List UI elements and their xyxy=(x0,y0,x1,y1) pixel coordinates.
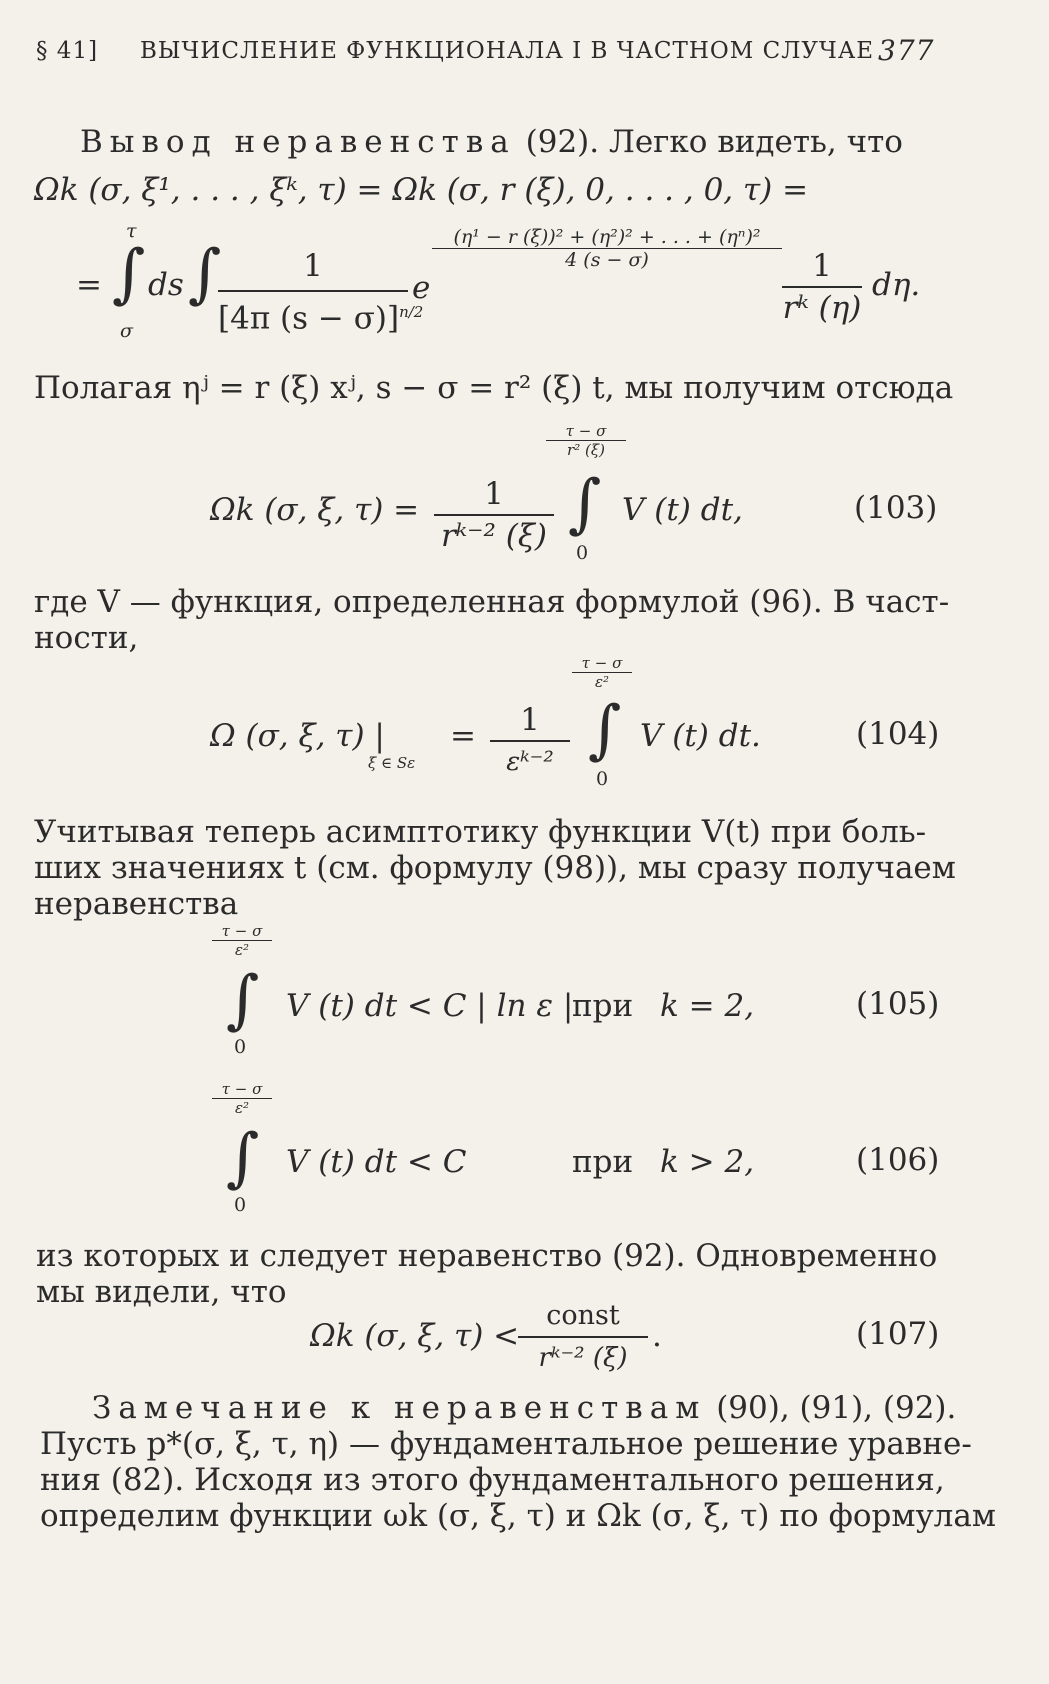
eq104-number: (104) xyxy=(856,716,940,752)
equation-105 xyxy=(210,922,990,1072)
eq107-period: . xyxy=(652,1318,662,1354)
fraction-2-denominator: rᵏ (η) xyxy=(782,286,862,328)
eq107-lhs: Ωk (σ, ξ, τ) < xyxy=(310,1318,520,1354)
eq107-denominator: rᵏ⁻² (ξ) xyxy=(518,1336,648,1378)
eq105-condition-word: при xyxy=(572,988,634,1024)
eq103-fraction xyxy=(434,474,554,556)
exponent-numerator: (η¹ − r (ξ))² + (η²)² + . . . + (ηⁿ)² xyxy=(453,226,761,248)
eq103-upper-limit: τ − σ r² (ξ) xyxy=(546,422,626,459)
paragraph-conclusion-2: мы видели, что xyxy=(36,1274,287,1310)
paragraph-asymptotic-1: Учитывая теперь асимптотику функции V(t) при боль- xyxy=(34,814,927,850)
eq104-lower-limit: 0 xyxy=(596,768,609,790)
eq105-lower-limit: 0 xyxy=(234,1036,247,1058)
eq103-lower-limit: 0 xyxy=(576,542,589,564)
exponential-e: e xyxy=(412,270,431,306)
remark-line-4: определим функции ωk (σ, ξ, τ) и Ωk (σ, ξ, τ) по формулам xyxy=(40,1498,996,1534)
eq104-fraction xyxy=(490,700,570,782)
remark-line-2: Пусть p*(σ, ξ, τ, η) — фундаментальное решение уравне- xyxy=(40,1426,972,1462)
eq103-integral-sign: ∫ xyxy=(568,467,602,541)
equation-107 xyxy=(310,1296,990,1376)
eq104-upper-limit: τ − σ ε² xyxy=(572,654,632,691)
remark-refs: (90), (91), (92). xyxy=(716,1390,957,1426)
paragraph-conclusion-1: из которых и следует неравенство (92). Одновременно xyxy=(36,1238,938,1274)
exponent-fraction xyxy=(432,226,782,271)
fraction-1 xyxy=(218,246,424,338)
integral-sign-2: ∫ xyxy=(188,237,222,311)
integral-sign: ∫ xyxy=(112,237,146,311)
paragraph-heading: Вывод неравенства xyxy=(80,124,516,160)
equation-103 xyxy=(210,422,990,572)
header-section: § 41] xyxy=(36,38,99,64)
eq107-fraction xyxy=(518,1296,648,1378)
eq105-upper-limit: τ − σ ε² xyxy=(212,922,272,959)
ds-differential: ds xyxy=(148,267,184,303)
eq104-numerator: 1 xyxy=(520,702,540,738)
remark-line-1 xyxy=(92,1388,956,1428)
equals-sign: = xyxy=(76,267,102,303)
equation-104 xyxy=(210,654,990,804)
eq104-lhs-subscript: ξ ∈ Sε xyxy=(368,754,416,772)
paragraph-asymptotic-2: ших значениях t (см. формулу (98)), мы сразу получаем xyxy=(34,850,956,886)
eq104-integral-sign: ∫ xyxy=(588,693,622,767)
eq107-numerator: const xyxy=(546,1300,620,1331)
remark-heading: Замечание к неравенствам xyxy=(92,1390,707,1426)
eq106-lower-limit: 0 xyxy=(234,1194,247,1216)
eq103-number: (103) xyxy=(854,490,938,526)
eq104-equals: = xyxy=(450,718,476,754)
paragraph-v-function-2: ности, xyxy=(34,620,139,656)
integral-upper-limit: τ xyxy=(126,220,137,242)
eq105-integrand: V (t) dt < C | ln ε | xyxy=(286,988,574,1024)
fraction-1-numerator: 1 xyxy=(303,248,323,284)
eq105-condition: k = 2, xyxy=(660,988,755,1024)
eq106-integral-sign: ∫ xyxy=(226,1121,260,1195)
eq103-lhs: Ωk (σ, ξ, τ) = xyxy=(210,492,420,528)
fraction-1-denominator: [4π (s − σ)]$^{n/2}$ xyxy=(218,290,408,338)
equation-omega-expansion: Ωk (σ, ξ¹, . . . , ξᵏ, τ) = Ωk (σ, r (ξ), 0, . . . , 0, τ) = xyxy=(34,172,809,208)
paragraph-text: (92). Легко видеть, что xyxy=(525,124,903,160)
eq107-number: (107) xyxy=(856,1316,940,1352)
eq106-upper-limit: τ − σ ε² xyxy=(212,1080,272,1117)
header-title: ВЫЧИСЛЕНИЕ ФУНКЦИОНАЛА I В ЧАСТНОМ СЛУЧАЕ xyxy=(140,38,875,64)
eq104-lhs: Ω (σ, ξ, τ) | xyxy=(210,718,385,754)
integral-lower-limit: σ xyxy=(120,320,133,342)
eq106-integrand: V (t) dt < C xyxy=(286,1144,467,1180)
paragraph-v-function-1: где V — функция, определенная формулой (96). В част- xyxy=(34,584,950,620)
paragraph-substitution: Полагая ηʲ = r (ξ) xʲ, s − σ = r² (ξ) t, мы получим отсюда xyxy=(34,370,954,406)
paragraph-asymptotic-3: неравенства xyxy=(34,886,239,922)
eq103-numerator: 1 xyxy=(484,476,504,512)
eq104-integrand: V (t) dt. xyxy=(640,718,761,754)
deta-differential: dη. xyxy=(872,267,921,303)
equation-integral xyxy=(76,220,956,350)
eq105-number: (105) xyxy=(856,986,940,1022)
eq104-denominator: εᵏ⁻² xyxy=(490,740,570,782)
eq103-denominator: rᵏ⁻² (ξ) xyxy=(434,514,554,556)
equation-106 xyxy=(210,1080,990,1230)
eq103-integrand: V (t) dt, xyxy=(622,492,743,528)
exponent-denominator: 4 (s − σ) xyxy=(432,248,782,271)
eq106-condition-word: при xyxy=(572,1144,634,1180)
paragraph-intro xyxy=(80,122,903,162)
fraction-2-numerator: 1 xyxy=(812,248,832,284)
eq106-number: (106) xyxy=(856,1142,940,1178)
remark-line-3: ния (82). Исходя из этого фундаментального решения, xyxy=(40,1462,945,1498)
eq105-integral-sign: ∫ xyxy=(226,963,260,1037)
fraction-2 xyxy=(782,246,862,328)
page-number: 377 xyxy=(878,34,935,67)
eq106-condition: k > 2, xyxy=(660,1144,755,1180)
